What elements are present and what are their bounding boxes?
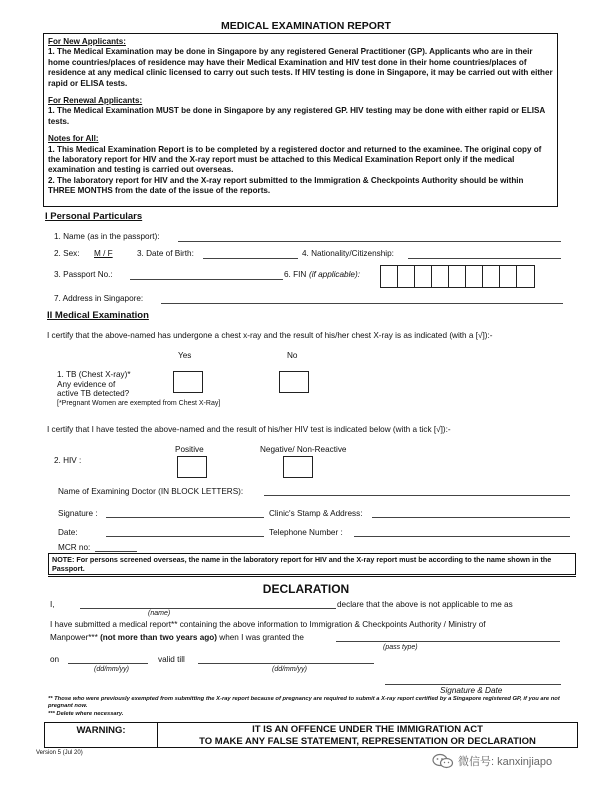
tb-no-label: No bbox=[287, 351, 298, 360]
submitted-line-1: I have submitted a medical report** containing the above information to Immigration & Checkpoints Authority / Ministry of bbox=[50, 620, 486, 629]
warning-line-2: TO MAKE ANY FALSE STATEMENT, REPRESENTATION OR DECLARATION bbox=[199, 736, 536, 747]
warning-line-1: IT IS AN OFFENCE UNDER THE IMMIGRATION ACT bbox=[252, 724, 483, 735]
doctor-name-label: Name of Examining Doctor (IN BLOCK LETTERS): bbox=[58, 487, 244, 496]
fin-note: (if applicable): bbox=[309, 270, 360, 279]
renewal-applicants-heading: For Renewal Applicants: bbox=[48, 96, 143, 106]
xray-certification: I certify that the above-named has undergone a chest x-ray and the result of his/her chest X-ray is as indicated (with a [√]):- bbox=[47, 331, 493, 340]
fin-boxes[interactable] bbox=[380, 265, 535, 288]
tb-question-1: Any evidence of bbox=[57, 380, 116, 389]
version-label: Version 5 (Jul 20) bbox=[36, 750, 83, 756]
section-divider bbox=[48, 576, 576, 577]
signature-date-label: Signature & Date bbox=[440, 686, 503, 695]
medical-examination-heading: II Medical Examination bbox=[47, 310, 149, 321]
page-title: MEDICAL EXAMINATION REPORT bbox=[221, 20, 391, 32]
pass-type-field[interactable] bbox=[336, 641, 560, 642]
notes-for-all-heading: Notes for All: bbox=[48, 134, 99, 144]
warning-text bbox=[158, 723, 577, 747]
warning-label: WARNING: bbox=[45, 723, 158, 747]
on-date-field[interactable] bbox=[68, 663, 148, 664]
mcr-field[interactable] bbox=[95, 551, 137, 552]
dob-field[interactable] bbox=[203, 258, 298, 259]
overseas-screening-note: NOTE: For persons screened overseas, the name in the laboratory report for HIV and the X-ray report must be according to the name shown in the Passport. bbox=[48, 553, 576, 575]
date-label: Date: bbox=[58, 528, 78, 537]
tb-yes-label: Yes bbox=[178, 351, 192, 360]
two-years-text: (not more than two years ago) bbox=[100, 633, 217, 642]
delete-footnote: *** Delete where necessary. bbox=[48, 711, 124, 717]
sex-label: 2. Sex: bbox=[54, 249, 80, 258]
on-label: on bbox=[50, 655, 60, 664]
tb-yes-checkbox[interactable] bbox=[173, 371, 203, 393]
wechat-icon bbox=[432, 753, 454, 769]
tb-pregnancy-note: [*Pregnant Women are exempted from Chest X-Ray] bbox=[57, 400, 221, 407]
declaration-heading: DECLARATION bbox=[262, 582, 350, 596]
submitted-line-2 bbox=[50, 633, 304, 642]
notes-for-all-text-1: 1. This Medical Examination Report is to be completed by a registered doctor and returned to the examinee. The original copy of the laboratory report for HIV and the X-ray report must be attached to this Medical Examination Report only if the medical examination and testing is carried out overseas. bbox=[48, 144, 542, 175]
warning-box bbox=[44, 722, 578, 748]
fin-label: 6. FIN bbox=[284, 270, 307, 279]
personal-particulars-heading: I Personal Particulars bbox=[45, 211, 143, 222]
hiv-certification: I certify that I have tested the above-named and the result of his/her HIV test is indicated below (with a tick [√]):- bbox=[47, 425, 451, 434]
pregnancy-footnote: ** Those who were previously exempted from submitting the X-ray report because of pregnancy are required to submit a X-ray report certified by a Singapore registered GP, if you are not pregnant now. bbox=[48, 696, 560, 709]
new-applicants-heading: For New Applicants: bbox=[48, 37, 126, 46]
valid-till-field[interactable] bbox=[198, 663, 374, 664]
clinic-stamp-label: Clinic's Stamp & Address: bbox=[269, 509, 363, 518]
name-field[interactable] bbox=[178, 241, 561, 242]
new-applicants-text: 1. The Medical Examination may be done in Singapore by any registered General Practitioner (GP). Applicants who are in their home countries/places of residence may have their Medical Examination and HIV test done in their home countries/places of residence at any medical clinic licensed to carry out such tests. If HIV testing is done in Singapore, it may be carried out with either rapid or ELISA tests. bbox=[48, 47, 553, 88]
signature-label: Signature : bbox=[58, 509, 98, 518]
doctor-name-field[interactable] bbox=[264, 495, 570, 496]
wechat-watermark bbox=[432, 753, 552, 769]
clinic-stamp-field[interactable] bbox=[372, 517, 570, 518]
signature-field[interactable] bbox=[106, 517, 264, 518]
mcr-label: MCR no: bbox=[58, 543, 91, 552]
declaration-statement: declare that the above is not applicable to me as bbox=[337, 600, 513, 609]
granted-text: when I was granted the bbox=[219, 633, 304, 642]
watermark-text: 微信号: kanxinjiapo bbox=[458, 756, 553, 768]
hiv-positive-label: Positive bbox=[175, 445, 204, 454]
hiv-negative-checkbox[interactable] bbox=[283, 456, 313, 478]
declaration-i: I, bbox=[50, 600, 55, 609]
pass-type-hint: (pass type) bbox=[383, 644, 418, 651]
telephone-label: Telephone Number : bbox=[269, 528, 343, 537]
date-field[interactable] bbox=[106, 536, 264, 537]
valid-till-hint: (dd/mm/yy) bbox=[272, 666, 307, 673]
hiv-negative-label: Negative/ Non-Reactive bbox=[260, 445, 347, 454]
tb-no-checkbox[interactable] bbox=[279, 371, 309, 393]
signature-date-field[interactable] bbox=[385, 684, 561, 685]
applicant-notice-box bbox=[43, 33, 558, 207]
name-label: 1. Name (as in the passport): bbox=[54, 232, 160, 241]
renewal-applicants-text: 1. The Medical Examination MUST be done in Singapore by any registered GP. HIV testing may be done with either rapid or ELISA tests. bbox=[48, 106, 545, 126]
valid-till-label: valid till bbox=[158, 655, 185, 664]
sex-value[interactable]: M / F bbox=[94, 249, 113, 258]
hiv-positive-checkbox[interactable] bbox=[177, 456, 207, 478]
dob-label: 3. Date of Birth: bbox=[137, 249, 194, 258]
nationality-field[interactable] bbox=[408, 258, 561, 259]
tb-label: 1. TB (Chest X-ray)* bbox=[57, 370, 131, 379]
declarant-name-field[interactable] bbox=[80, 608, 336, 609]
passport-field[interactable] bbox=[130, 279, 283, 280]
on-date-hint: (dd/mm/yy) bbox=[94, 666, 129, 673]
nationality-label: 4. Nationality/Citizenship: bbox=[302, 249, 394, 258]
name-hint: (name) bbox=[148, 610, 171, 617]
tb-question-2: active TB detected? bbox=[57, 389, 130, 398]
hiv-label: 2. HIV : bbox=[54, 456, 82, 465]
address-field[interactable] bbox=[161, 303, 563, 304]
telephone-field[interactable] bbox=[354, 536, 570, 537]
manpower-text: Manpower*** bbox=[50, 633, 98, 642]
notes-for-all-text-2: 2. The laboratory report for HIV and the X-ray report submitted to the Immigration & Checkpoints Authority should be within THREE MONTHS from the date of the issue of the reports. bbox=[48, 175, 524, 196]
passport-label: 3. Passport No.: bbox=[54, 270, 113, 279]
address-label: 7. Address in Singapore: bbox=[54, 294, 144, 303]
